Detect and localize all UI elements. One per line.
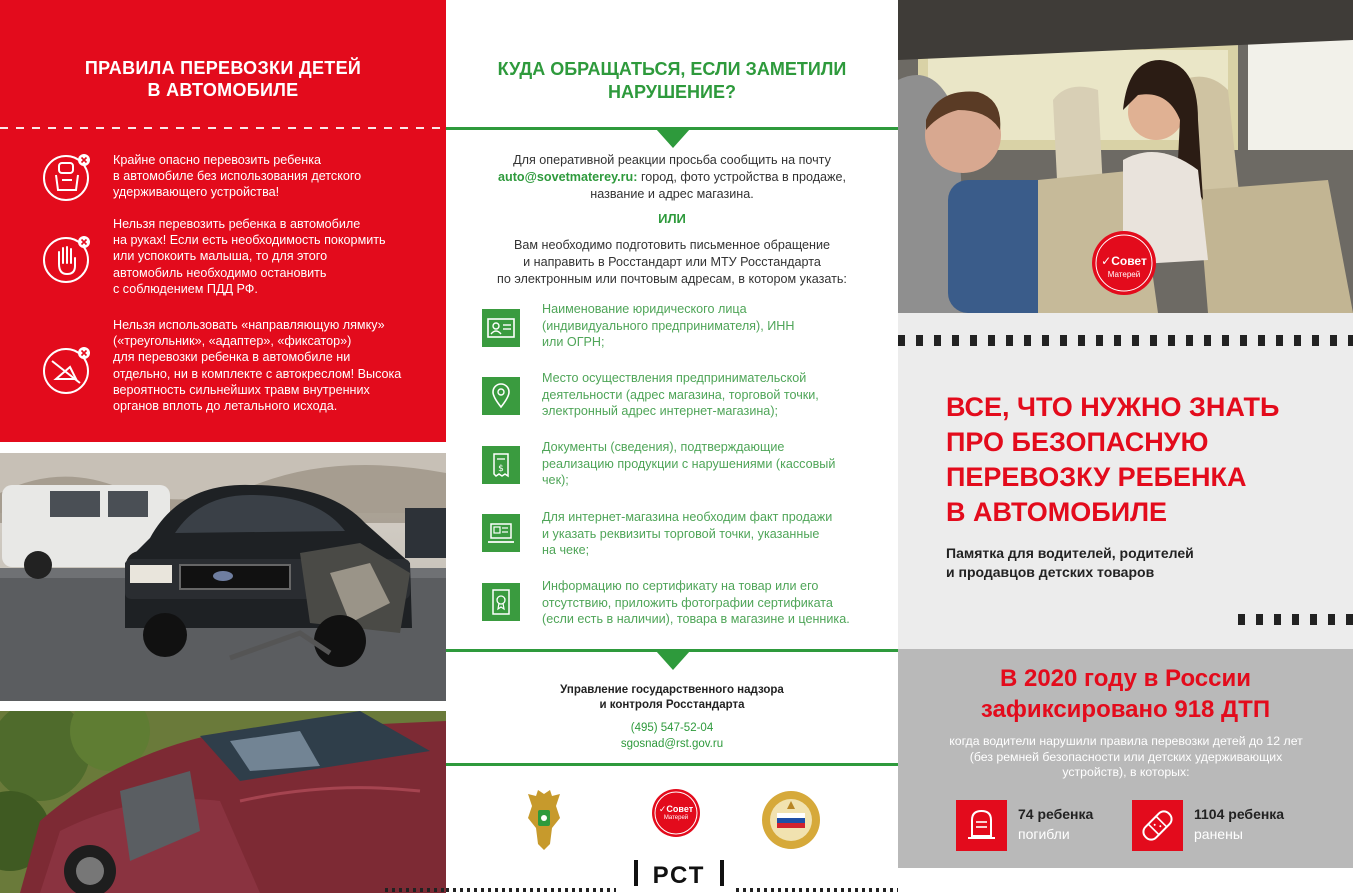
green-divider: [446, 763, 898, 766]
id-card-icon: [482, 309, 520, 347]
alternative-text: Вам необходимо подготовить письменное обращение и направить в Росстандарт или МТУ Росстандарта по электронным или почтовым адресам, в котором указать:: [497, 238, 847, 286]
dashed-divider: [1238, 614, 1353, 625]
tombstone-icon: [956, 800, 1007, 851]
green-arrow-icon: [656, 651, 690, 670]
rst-logo: РСТ: [634, 856, 724, 893]
statistics-description: когда водители нарушили правила перевозки детей до 12 лет (без ремней безопасности или детских удерживающих устройств), в которых:: [949, 734, 1303, 779]
crashed-red-car-photo: [0, 711, 446, 893]
cover-column: [898, 0, 1353, 893]
certificate-icon: [482, 583, 520, 621]
green-arrow-icon: [656, 129, 690, 148]
bandage-icon: [1132, 800, 1183, 851]
statistics-panel: В 2020 году в России зафиксировано 918 ДТП когда водители нарушили правила перевозки детей до 12 лет (без ремней безопасности или детских удерживающих устройств), в которых: 74 ребенка погибли 1104 ребенка ранены: [898, 649, 1353, 868]
brochure-subtitle: Памятка для водителей, родителей и продавцов детских товаров: [946, 545, 1194, 580]
rules-column: [0, 0, 446, 893]
brochure-title: ВСЕ, ЧТО НУЖНО ЗНАТЬ ПРО БЕЗОПАСНУЮ ПЕРЕВОЗКУ РЕБЕНКА В АВТОМОБИЛЕ: [946, 392, 1280, 527]
car-seat-prohibited-icon: [42, 152, 90, 200]
coat-of-arms-logo: [526, 788, 562, 857]
requirement-text: Место осуществления предпринимательской деятельности (адрес магазина, торговой точки, электронный адрес интернет-магазина);: [542, 371, 819, 418]
contact-phone[interactable]: (495) 547-52-04: [630, 722, 714, 734]
or-label: ИЛИ: [658, 211, 686, 226]
contact-email-link[interactable]: sgosnad@rst.gov.ru: [620, 738, 724, 750]
strap-prohibited-icon: [42, 345, 90, 393]
report-email-link[interactable]: auto@sovetmaterey.ru:: [498, 170, 638, 184]
laptop-icon: [482, 514, 520, 552]
rules-title: ПРАВИЛА ПЕРЕВОЗКИ ДЕТЕЙ В АВТОМОБИЛЕ: [84, 58, 362, 100]
rule-text: Нельзя использовать «направляющую лямку» («треугольник», «адаптер», «фиксатор») для перевозки ребенка в автомобиле ни отдельно, ни в комплекте с автокреслом! Высока вероятность сильнейших травм внутренних органов вплоть до летального исхода.: [113, 318, 402, 414]
complaint-title: КУДА ОБРАЩАТЬСЯ, ЕСЛИ ЗАМЕТИЛИ НАРУШЕНИЕ?: [497, 59, 847, 102]
dotted-divider: [736, 888, 898, 892]
traffic-police-emblem-logo: [759, 789, 823, 856]
requirement-text: Наименование юридического лица (индивидуального предпринимателя), ИНН или ОГРН;: [542, 302, 795, 349]
hand-stop-icon: [42, 234, 90, 282]
dashed-divider: [0, 127, 446, 129]
mother-child-car-photo: ✓Совет Матерей: [898, 0, 1353, 313]
rules-panel: [0, 0, 446, 442]
requirement-text: Для интернет-магазина необходим факт продажи и указать реквизиты торговой точки, указанные на чеке;: [542, 510, 833, 557]
intro-text: Для оперативной реакции просьба сообщить на почту auto@sovetmaterey.ru: город, фото устройства в продаже, название и адрес магазина.: [498, 153, 846, 201]
statistics-title: В 2020 году в России зафиксировано 918 ДТП: [980, 665, 1271, 723]
rule-text: Крайне опасно перевозить ребенка в автомобиле без использования детского удерживающего устройства!: [113, 153, 362, 200]
requirement-text: Информацию по сертификату на товар или его отсутствию, приложить фотографии сертификата (если есть в наличии), товара в магазине и ценника.: [542, 579, 850, 626]
location-pin-icon: [482, 377, 520, 415]
dotted-divider: [385, 888, 446, 892]
requirement-text: Документы (сведения), подтверждающие реализацию продукции с нарушениями (кассовый чек);: [542, 440, 836, 487]
contact-organization: Управление государственного надзора и контроля Росстандарта: [560, 684, 784, 711]
svg-text:$: $: [498, 464, 504, 474]
footer-strip: [898, 868, 1353, 893]
dashed-divider: [898, 335, 1353, 346]
receipt-icon: [482, 446, 520, 484]
crashed-car-photo: [0, 453, 446, 701]
dotted-divider: [446, 888, 616, 892]
rule-text: Нельзя перевозить ребенка в автомобиле на руках! Если есть необходимость покормить или успокоить малыша, то для этого автомобиль необходимо остановить с соблюдением ПДД РФ.: [113, 217, 386, 296]
complaint-column: [446, 0, 898, 893]
sovet-materey-logo: ✓Совет Матерей: [651, 788, 701, 843]
